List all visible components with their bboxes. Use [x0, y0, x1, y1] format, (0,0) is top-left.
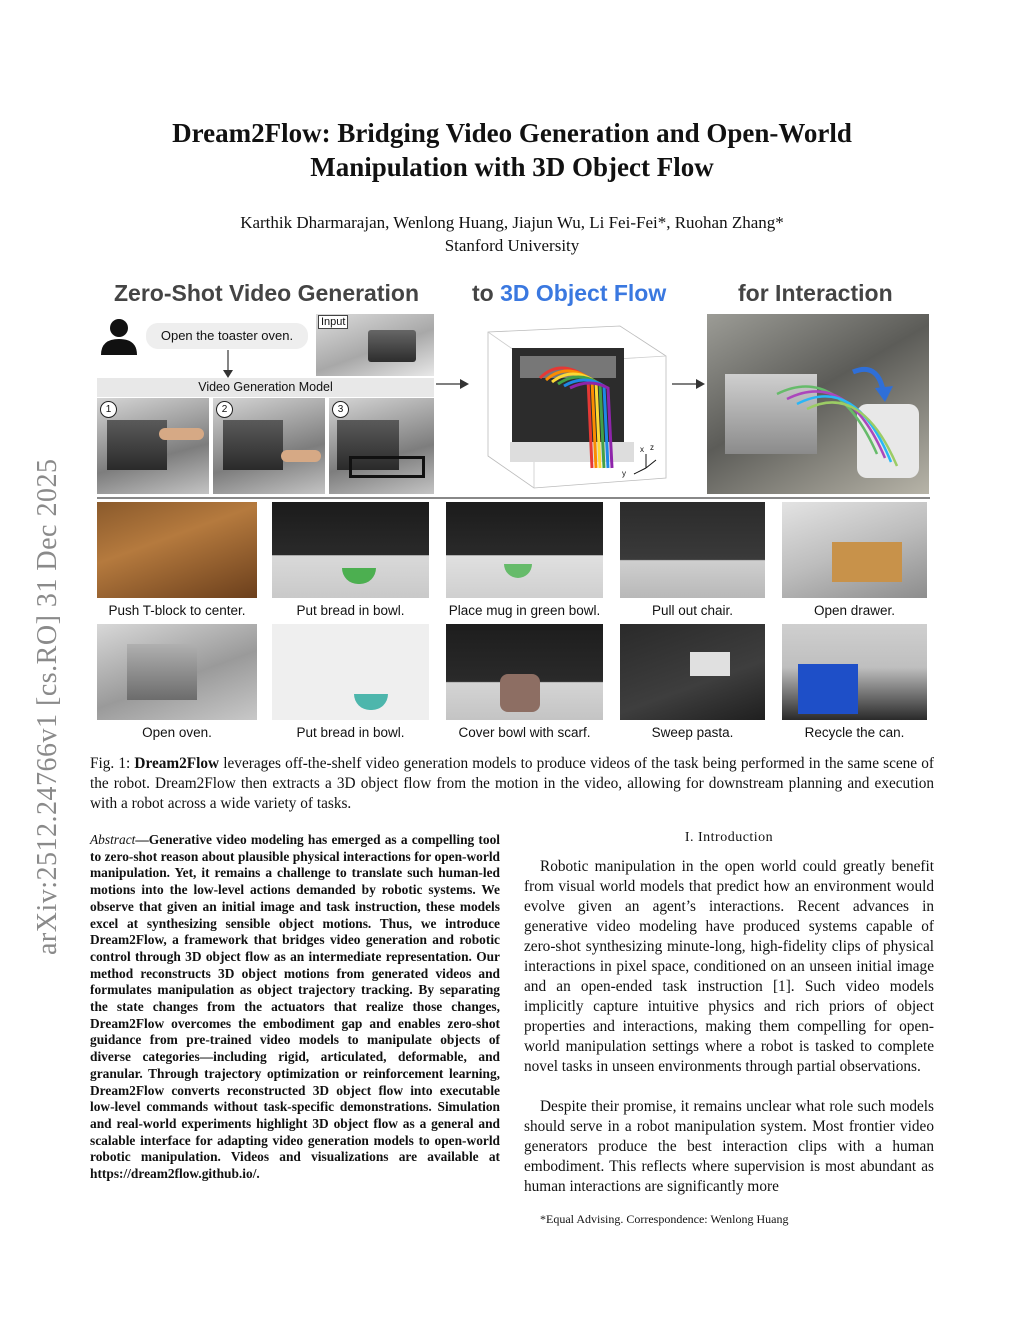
author-block	[120, 211, 904, 257]
down-arrow-icon	[222, 350, 234, 378]
panel-title-object-flow	[472, 280, 666, 307]
task-label: Pull out chair.	[651, 603, 734, 618]
abstract-lead: Abstract	[90, 832, 136, 847]
intro-paragraph-1: Robotic manipulation in the open world could greatly benefit from visual world models that predict how an environment would evolve given an agent’s interactions. Recent advances in generative video modeling have produced systems capable of zero-shot synthesizing minute-long, high-fidelity clips of physical interactions in pixel space, conditioned on an unseen initial image and an open-ended task instruction [1]. Such video models implicitly capture intuitive physics and rich priors of object properties and interactions, making them compelling for open-world manipulation settings where a robot is tasked to complete novel tasks in unseen environments through partial observations.	[524, 858, 934, 1075]
task-label: Open oven.	[142, 725, 212, 740]
curved-arrow-icon	[847, 360, 897, 406]
task-image-push-t-block	[97, 502, 257, 598]
caption-label: Fig. 1:	[90, 755, 135, 772]
hand-shape	[281, 450, 321, 462]
task-image-pull-chair	[620, 502, 765, 598]
object-flow-visualization	[470, 318, 675, 494]
panel-title-prefix: to	[472, 280, 501, 306]
user-icon	[100, 318, 140, 356]
oven-shape	[107, 420, 167, 470]
panel-title-video-generation: Zero-Shot Video Generation	[114, 280, 419, 306]
axis-label-x: x	[640, 445, 644, 454]
generated-frame-3	[329, 398, 434, 494]
affiliation: Stanford University	[444, 236, 580, 255]
right-arrow-icon	[436, 378, 470, 390]
bowl-shape	[354, 694, 388, 710]
scarf-shape	[500, 674, 540, 712]
abstract-body: Generative video modeling has emerged as a compelling tool to zero-shot reason about plausible physical interactions for open-world manipulation. Yet, it remains a challenge to translate such human-led motions into the low-level actions demanded by robotic systems. We observe that given an initial image and task instruction, these models excel at synthesizing sensible object motions. Thus, we introduce Dream2Flow, a framework that bridges video generation and robotic control through 3D object flow as an intermediate representation. Our method reconstructs 3D object motions from generated videos and formulates manipulation as object trajectory tracking. By separating the state changes from the actuators that realize those changes, Dream2Flow overcomes the embodiment gap and enables zero-shot guidance from pre-trained video models to manipulate objects of diverse categories—including rigid, articulated, deformable, and granular. Through trajectory optimization or reinforcement learning, Dream2Flow converts reconstructed 3D object flow into executable low-level commands without task-specific demonstrations. Simulation and real-world experiments highlight 3D object flow as a general and scalable interface for adapting video generation models to open-world robotic manipulation. Videos and visualizations are available at https://dream2flow.github.io/.	[90, 832, 500, 1182]
task-image-bread-bowl-2	[272, 624, 429, 720]
bowl-shape	[504, 564, 532, 578]
frame-number-badge: 1	[100, 401, 117, 418]
frame-number-badge: 3	[332, 401, 349, 418]
task-label: Recycle the can.	[804, 725, 905, 740]
task-image-bread-bowl	[272, 502, 429, 598]
axis-label-z: z	[650, 443, 654, 452]
intro-paragraph-2: Despite their promise, it remains unclear what role such models should serve in a robot manipulation system. Most frontier video generators produce the best interaction clips with a human embodiment. This reflects where supervision is most abundant as human interactions are significantly more	[524, 1098, 934, 1195]
section-heading: I. Introduction	[684, 830, 774, 845]
task-image-mug-bowl	[446, 502, 603, 598]
footnote: *Equal Advising. Correspondence: Wenlong Huang	[540, 1212, 789, 1226]
task-label: Put bread in bowl.	[296, 725, 405, 740]
task-label: Put bread in bowl.	[296, 603, 405, 618]
robot-interaction-image	[707, 314, 929, 494]
oven-shape	[223, 420, 283, 470]
open-door-shape	[349, 456, 425, 478]
pasta-board-shape	[690, 652, 730, 676]
abstract-dash: —	[135, 832, 149, 847]
oven-shape	[127, 644, 197, 700]
task-label: Open drawer.	[813, 603, 896, 618]
caption-bold: Dream2Flow	[134, 755, 220, 772]
hand-shape	[159, 428, 204, 440]
paper-title: Dream2Flow: Bridging Video Generation and Open-World Manipulation with 3D Object Flow	[172, 118, 852, 182]
task-image-recycle	[782, 624, 927, 720]
generated-frame-2	[213, 398, 325, 494]
toaster-shape	[368, 330, 416, 362]
caption-text: leverages off-the-shelf video generation models to produce videos of the task being performed in the same scene of the robot. Dream2Flow then extracts a 3D object flow from the motion in the video, allowing for downstream planning and execution with a robot across a wide variety of tasks.	[90, 755, 934, 812]
task-image-open-drawer	[782, 502, 927, 598]
drawer-shape	[832, 542, 902, 582]
axis-label-y: y	[622, 469, 626, 478]
task-image-open-oven	[97, 624, 257, 720]
figure-caption	[90, 754, 934, 814]
generated-frame-1	[97, 398, 209, 494]
bowl-shape	[342, 568, 376, 584]
abstract	[90, 832, 500, 1183]
panel-title-interaction: for Interaction	[738, 280, 893, 306]
author-list: Karthik Dharmarajan, Wenlong Huang, Jiajun Wu, Li Fei-Fei*, Ruohan Zhang*	[240, 213, 784, 232]
input-label: Input	[318, 315, 348, 329]
task-label: Push T-block to center.	[108, 603, 246, 618]
task-image-cover-bowl	[446, 624, 603, 720]
task-image-sweep-pasta	[620, 624, 765, 720]
right-arrow-icon	[672, 378, 706, 390]
task-label: Cover bowl with scarf.	[458, 725, 591, 740]
frame-number-badge: 2	[216, 401, 233, 418]
task-label: Place mug in green bowl.	[448, 603, 601, 618]
input-image	[316, 314, 434, 376]
task-label: Sweep pasta.	[651, 725, 734, 740]
figure-divider	[97, 497, 930, 499]
recycle-bin-shape	[798, 664, 858, 714]
instruction-bubble: Open the toaster oven.	[146, 323, 308, 349]
arxiv-identifier: arXiv:2512.24766v1 [cs.RO] 31 Dec 2025	[32, 458, 63, 955]
panel-title-highlight: 3D Object Flow	[500, 280, 667, 306]
video-model-bar: Video Generation Model	[97, 378, 434, 397]
